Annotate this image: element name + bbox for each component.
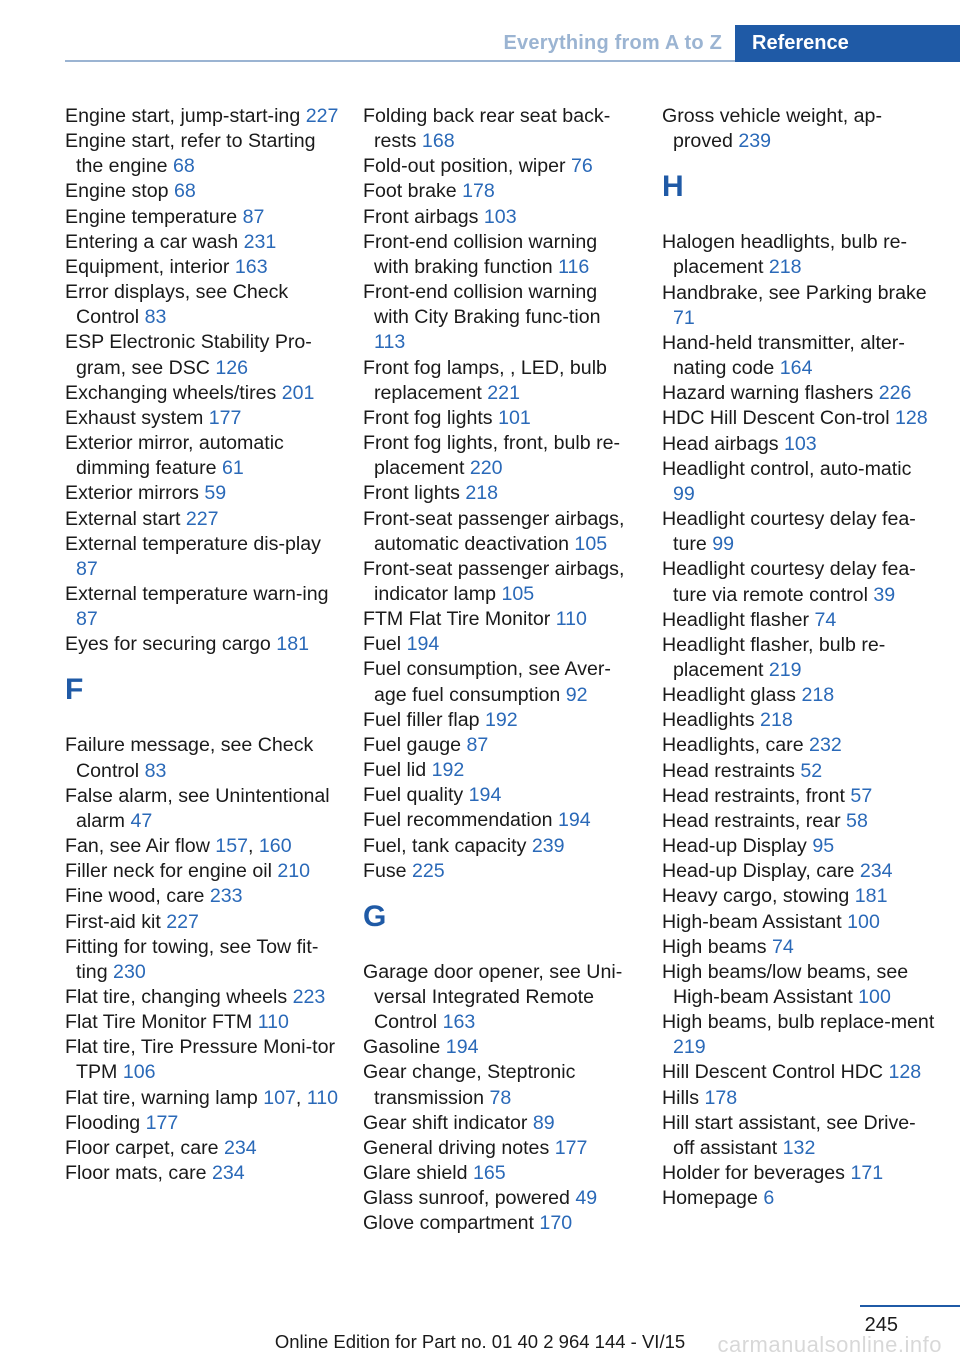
index-entry-term: Fuel lid xyxy=(363,759,427,782)
index-entry xyxy=(65,230,339,255)
page-link[interactable]: 225 xyxy=(412,859,445,882)
index-column-3 xyxy=(662,104,936,1211)
page-link[interactable]: 100 xyxy=(858,986,891,1008)
index-column-1 xyxy=(65,104,339,1186)
index-entry xyxy=(662,557,936,607)
index-entry xyxy=(662,759,936,784)
index-entry xyxy=(363,607,637,632)
index-entry-term: Headlight glass xyxy=(662,684,796,707)
page-link[interactable]: 110 xyxy=(257,1011,289,1034)
page-link[interactable]: 177 xyxy=(145,1111,179,1134)
index-entry xyxy=(662,104,936,154)
index-entry xyxy=(65,205,339,230)
index-entry xyxy=(363,708,637,733)
index-entry-term: Engine start, jump-start-ing xyxy=(65,105,301,127)
index-entry-term: Front-seat passenger airbags, automatic deactivation xyxy=(363,507,625,555)
index-letter-heading: H xyxy=(662,170,684,204)
index-column-2 xyxy=(363,104,637,1237)
index-entry xyxy=(662,381,936,406)
page-link[interactable]: 71 xyxy=(673,306,695,329)
index-entry xyxy=(363,1111,637,1136)
index-entry-term: External temperature dis-play xyxy=(65,532,321,555)
page-link[interactable]: 128 xyxy=(888,1061,922,1084)
index-entry-term: Gear change, Steptronic transmission xyxy=(363,1061,576,1109)
index-entry xyxy=(65,381,339,406)
index-entry-term: First-aid kit xyxy=(65,910,161,933)
index-entry-term: Glare shield xyxy=(363,1162,468,1185)
index-entry xyxy=(363,834,637,859)
page-link[interactable]: 83 xyxy=(144,306,167,329)
index-entry-term: Error displays, see Check Control xyxy=(65,281,289,329)
page-link[interactable]: 233 xyxy=(209,885,243,908)
index-entry xyxy=(65,935,339,985)
page-link[interactable]: 105 xyxy=(501,582,535,605)
page-link[interactable]: 68 xyxy=(172,155,195,178)
index-entry xyxy=(662,960,936,1010)
index-entry xyxy=(65,733,339,783)
index-entry-term: Head airbags xyxy=(662,432,779,455)
index-entry xyxy=(662,809,936,834)
index-entry-term: Heavy cargo, stowing xyxy=(662,885,850,908)
page-link[interactable]: 83 xyxy=(144,759,167,782)
index-entry-term: Head restraints, rear xyxy=(662,809,841,832)
index-entry xyxy=(662,683,936,708)
index-entry-term: Gasoline xyxy=(363,1036,441,1059)
page-link[interactable]: 165 xyxy=(473,1162,506,1185)
index-entry-term: FTM Flat Tire Monitor xyxy=(363,608,551,631)
index-entry-term: Exhaust system xyxy=(65,406,204,429)
page-link[interactable]: 99 xyxy=(712,533,735,556)
page-link[interactable]: 58 xyxy=(846,809,868,832)
index-entry xyxy=(363,1136,637,1161)
index-entry-term: Headlight control, auto-matic xyxy=(662,457,912,480)
index-entry-term: Hills xyxy=(662,1086,700,1109)
edition-note: Online Edition for Part no. 01 40 2 964 144 - VI/15 xyxy=(274,1331,686,1352)
page-link[interactable]: 218 xyxy=(465,482,499,505)
page-link[interactable]: 87 xyxy=(242,205,265,228)
index-entry-term: Front-end collision warning with City Braking func-tion xyxy=(363,281,601,329)
index-entry xyxy=(662,507,936,557)
index-entry-term: Hand-held transmitter, alter-nating code xyxy=(662,331,905,380)
page-link[interactable]: 163 xyxy=(442,1011,476,1034)
index-entry xyxy=(363,758,637,783)
index-entry-term: External start xyxy=(65,507,181,530)
page-link[interactable]: 177 xyxy=(554,1136,588,1159)
page-link[interactable]: 181 xyxy=(854,885,888,908)
page-link[interactable]: 164 xyxy=(779,357,813,380)
page-link[interactable]: 87 xyxy=(76,608,98,631)
page-link[interactable]: 218 xyxy=(760,709,793,732)
index-entry-term: Front fog lights xyxy=(363,406,493,429)
page-link[interactable]: 59 xyxy=(204,482,227,505)
page-link[interactable]: 87 xyxy=(76,557,98,580)
index-entry xyxy=(662,884,936,909)
page-link[interactable]: 218 xyxy=(801,684,835,707)
index-entry-term: Flooding xyxy=(65,1111,141,1134)
index-entry-term: Fuse xyxy=(363,859,407,882)
index-entry xyxy=(65,280,339,330)
index-entry-term: Homepage xyxy=(662,1187,758,1210)
index-entry xyxy=(363,154,637,179)
index-entry xyxy=(662,935,936,960)
page-link[interactable]: 234 xyxy=(859,860,893,883)
index-entry-term: Floor carpet, care xyxy=(65,1136,219,1159)
index-entry-term: Filler neck for engine oil xyxy=(65,860,272,883)
index-entry xyxy=(65,481,339,506)
index-entry-term: Fold-out position, wiper xyxy=(363,155,566,178)
index-entry xyxy=(662,432,936,457)
index-entry-term: External temperature warn-ing xyxy=(65,582,329,605)
page-link[interactable]: 116 xyxy=(558,255,590,278)
page-link[interactable]: 219 xyxy=(768,658,802,681)
index-entry xyxy=(662,633,936,683)
index-entry xyxy=(363,104,637,154)
page-link[interactable]: 61 xyxy=(221,457,244,480)
page-link[interactable]: 170 xyxy=(539,1212,573,1235)
index-entry-term: Folding back rear seat back-rests xyxy=(363,105,611,153)
index-entry xyxy=(65,255,339,280)
page-link[interactable]: 219 xyxy=(673,1036,706,1059)
index-entry xyxy=(65,985,339,1010)
index-entry-term: Fuel recommendation xyxy=(363,809,553,832)
index-entry-term: Hill Descent Control HDC xyxy=(662,1061,884,1084)
index-entry xyxy=(662,406,936,431)
page-link[interactable]: 106 xyxy=(122,1061,156,1084)
index-entry xyxy=(363,657,637,707)
index-entry xyxy=(662,1111,936,1161)
index-entry-term: Fuel xyxy=(363,633,402,656)
index-entry-term: Hazard warning flashers xyxy=(662,382,874,405)
section-title: Everything from A to Z xyxy=(503,32,722,54)
index-entry-term: Headlight flasher, bulb re-placement xyxy=(662,633,886,681)
page-link[interactable]: 194 xyxy=(445,1036,479,1059)
index-entry xyxy=(65,104,339,129)
index-entry xyxy=(363,179,637,204)
index-entry xyxy=(363,1211,637,1236)
index-entry-term: Fine wood, care xyxy=(65,885,205,908)
index-entry-term: Flat Tire Monitor FTM xyxy=(65,1011,253,1034)
index-entry xyxy=(65,910,339,935)
page-link[interactable]: 178 xyxy=(704,1086,738,1109)
index-entry-term: Fitting for towing, see Tow fit-ting xyxy=(65,935,319,983)
index-entry-term: Front-end collision warning with braking function xyxy=(363,230,598,278)
index-entry-term: Engine temperature xyxy=(65,205,238,228)
index-entry-term: Fuel, tank capacity xyxy=(363,834,527,857)
index-entry-term: Front fog lights, front, bulb re-placement xyxy=(363,432,621,480)
page-link[interactable]: 239 xyxy=(738,130,772,153)
page-link[interactable]: 110 xyxy=(555,608,587,631)
index-entry xyxy=(65,330,339,380)
index-entry xyxy=(65,129,339,179)
watermark: carmanualsonline.info xyxy=(717,1332,942,1357)
index-entry-term: Handbrake, see Parking brake xyxy=(662,281,927,304)
page-link[interactable]: 105 xyxy=(574,532,608,555)
page-link[interactable]: 194 xyxy=(406,633,440,656)
index-entry-term: Failure message, see Check Control xyxy=(65,734,314,782)
page-link[interactable]: 231 xyxy=(243,230,277,253)
page-link[interactable]: 220 xyxy=(469,457,503,480)
index-entry-term: Hill start assistant, see Drive-off assistant xyxy=(662,1111,916,1159)
index-entry xyxy=(363,1060,637,1110)
index-entry xyxy=(363,1035,637,1060)
page-link[interactable]: 201 xyxy=(281,381,315,404)
index-entry-term: Head-up Display, care xyxy=(662,860,855,883)
page-link[interactable]: 101 xyxy=(498,406,531,429)
page-link[interactable]: 95 xyxy=(812,835,835,858)
index-entry-term: Fuel consumption, see Aver-age fuel consumption xyxy=(363,658,611,706)
page-link[interactable]: 103 xyxy=(784,432,817,455)
index-entry xyxy=(662,608,936,633)
page-link[interactable]: 110 xyxy=(306,1086,339,1109)
index-entry xyxy=(363,632,637,657)
index-entry xyxy=(65,532,339,582)
index-entry xyxy=(363,783,637,808)
index-entry xyxy=(65,1035,339,1085)
index-entry-term: Fuel gauge xyxy=(363,733,462,756)
index-entry xyxy=(65,507,339,532)
index-entry-term: Exchanging wheels/tires xyxy=(65,381,277,404)
index-entry xyxy=(662,708,936,733)
index-entry-term: Halogen headlights, bulb re-placement xyxy=(662,231,908,279)
index-entry-term: Headlight courtesy delay fea-ture xyxy=(662,508,916,556)
page-link[interactable]: 178 xyxy=(462,180,495,203)
index-entry xyxy=(662,733,936,758)
page-link[interactable]: 89 xyxy=(532,1111,555,1134)
page-link[interactable]: 107 xyxy=(263,1086,296,1109)
index-entry-term: High beams/low beams, see High-beam Assistant xyxy=(662,960,909,1008)
index-entry xyxy=(65,884,339,909)
index-entry-term: General driving notes xyxy=(363,1136,550,1159)
index-entry xyxy=(65,406,339,431)
page-link[interactable]: 163 xyxy=(234,255,268,278)
index-entry-term: Glove compartment xyxy=(363,1212,534,1235)
index-entry xyxy=(65,834,339,859)
index-entry-term: Exterior mirror, automatic dimming feature xyxy=(65,432,284,480)
page-link[interactable]: 92 xyxy=(565,683,588,706)
index-entry xyxy=(65,859,339,884)
index-entry-term: Garage door opener, see Uni-versal Integrated Remote Control xyxy=(363,960,623,1034)
page-link[interactable]: 177 xyxy=(208,406,242,429)
index-entry-term: Fuel quality xyxy=(363,784,464,807)
index-entry-term: HDC Hill Descent Con-trol xyxy=(662,407,890,430)
index-entry xyxy=(363,733,637,758)
index-entry xyxy=(363,557,637,607)
page-link[interactable]: 227 xyxy=(185,507,219,530)
page-link[interactable]: 74 xyxy=(814,608,837,631)
index-entry xyxy=(662,457,936,507)
page-link[interactable]: 99 xyxy=(673,482,695,505)
index-entry-term: Holder for beverages xyxy=(662,1162,845,1185)
page-link[interactable]: 68 xyxy=(173,180,196,203)
page-separator: , xyxy=(248,835,254,858)
page-link[interactable]: 113 xyxy=(374,331,406,354)
page-link[interactable]: 234 xyxy=(224,1136,257,1159)
index-entry xyxy=(662,1010,936,1060)
index-entry xyxy=(363,507,637,557)
index-entry xyxy=(363,1186,637,1211)
page-link[interactable]: 192 xyxy=(431,759,465,782)
index-entry-term: Gear shift indicator xyxy=(363,1111,528,1134)
index-entry-term: Headlight courtesy delay fea-ture via remote control xyxy=(662,558,916,606)
index-entry xyxy=(65,1136,339,1161)
index-entry xyxy=(363,230,637,280)
index-entry xyxy=(662,1086,936,1111)
index-entry xyxy=(662,834,936,859)
index-entry xyxy=(65,784,339,834)
page-link[interactable]: 87 xyxy=(466,733,489,756)
index-entry-term: Front airbags xyxy=(363,205,479,228)
index-entry xyxy=(662,859,936,884)
page-link[interactable]: 234 xyxy=(212,1162,245,1185)
index-entry xyxy=(363,1161,637,1186)
index-entry-term: False alarm, see Unintentional alarm xyxy=(65,784,330,832)
index-entry-term: Glass sunroof, powered xyxy=(363,1187,570,1210)
index-entry-term: Head restraints xyxy=(662,759,795,782)
page-separator: , xyxy=(295,1086,302,1109)
page-link[interactable]: 132 xyxy=(782,1136,816,1159)
index-letter-heading: F xyxy=(65,673,84,707)
index-entry-term: Gross vehicle weight, ap-proved xyxy=(662,105,882,153)
index-entry-term: Front fog lamps, , LED, bulb replacement xyxy=(363,356,607,404)
page-link[interactable]: 52 xyxy=(800,759,823,782)
index-entry-term: Foot brake xyxy=(363,180,457,203)
index-entry xyxy=(65,1161,339,1186)
index-entry xyxy=(363,481,637,506)
index-entry-term: Headlight flasher xyxy=(662,608,810,631)
index-entry xyxy=(662,230,936,280)
index-entry xyxy=(662,281,936,331)
page-link[interactable]: 126 xyxy=(215,356,249,379)
page-link[interactable]: 103 xyxy=(483,205,517,228)
index-entry-term: Fan, see Air flow xyxy=(65,835,210,858)
index-entry xyxy=(65,179,339,204)
index-entry-term: Flat tire, Tire Pressure Moni-tor TPM xyxy=(65,1036,336,1084)
index-entry xyxy=(363,406,637,431)
page-link[interactable]: 49 xyxy=(575,1187,598,1210)
page-link[interactable]: 227 xyxy=(305,105,339,127)
page-link[interactable]: 160 xyxy=(258,835,292,858)
index-entry xyxy=(65,582,339,632)
index-entry-term: Head-up Display xyxy=(662,835,807,858)
index-entry-term: Headlights xyxy=(662,709,755,732)
page-link[interactable]: 223 xyxy=(292,986,326,1008)
index-entry xyxy=(662,331,936,381)
index-entry xyxy=(65,431,339,481)
index-entry xyxy=(662,1186,936,1211)
index-entry-term: High beams xyxy=(662,935,767,958)
index-entry xyxy=(363,960,637,1035)
index-entry xyxy=(662,1060,936,1085)
page-link[interactable]: 218 xyxy=(768,256,802,279)
index-letter-heading: G xyxy=(363,899,387,933)
page-link[interactable]: 194 xyxy=(468,784,502,807)
page-link[interactable]: 128 xyxy=(895,407,928,430)
index-entry-term: Engine stop xyxy=(65,180,169,203)
page-link[interactable]: 168 xyxy=(421,130,455,153)
index-entry xyxy=(363,859,637,884)
index-entry-term: Front lights xyxy=(363,482,460,505)
page-link[interactable]: 210 xyxy=(277,860,311,883)
footer-rule xyxy=(860,1305,960,1307)
index-entry-term: Equipment, interior xyxy=(65,255,230,278)
index-entry xyxy=(363,356,637,406)
index-entry xyxy=(65,1086,339,1111)
index-entry-term: Flat tire, warning lamp xyxy=(65,1086,258,1109)
index-entry-term: Floor mats, care xyxy=(65,1162,207,1185)
index-entry-term: Headlights, care xyxy=(662,734,804,757)
page-link[interactable]: 181 xyxy=(276,633,309,656)
page-link[interactable]: 232 xyxy=(809,734,842,757)
page-link[interactable]: 57 xyxy=(850,784,873,807)
index-entry-term: ESP Electronic Stability Pro-gram, see DSC xyxy=(65,331,312,379)
page-link[interactable]: 171 xyxy=(850,1162,884,1185)
page-link[interactable]: 239 xyxy=(531,834,565,857)
page-link[interactable]: 227 xyxy=(166,910,199,933)
index-entry-term: Eyes for securing cargo xyxy=(65,633,271,656)
page-link[interactable]: 74 xyxy=(772,935,794,958)
index-entry xyxy=(662,1161,936,1186)
index-entry xyxy=(65,632,339,657)
page-link[interactable]: 192 xyxy=(484,708,518,731)
index-entry xyxy=(662,784,936,809)
page-link[interactable]: 76 xyxy=(571,155,593,178)
index-entry-term: Exterior mirrors xyxy=(65,482,199,505)
index-entry-term: Fuel filler flap xyxy=(363,708,480,731)
page-link[interactable]: 230 xyxy=(113,960,146,983)
page-link[interactable]: 221 xyxy=(487,381,520,404)
index-entry-term: Flat tire, changing wheels xyxy=(65,986,288,1008)
index-entry-term: Front-seat passenger airbags, indicator lamp xyxy=(363,557,625,605)
page-link[interactable]: 226 xyxy=(878,382,912,405)
index-entry xyxy=(363,280,637,355)
page-link[interactable]: 78 xyxy=(489,1086,512,1109)
index-entry xyxy=(65,1111,339,1136)
page-link[interactable]: 100 xyxy=(847,910,880,933)
page-link[interactable]: 39 xyxy=(873,583,896,606)
index-entry xyxy=(363,808,637,833)
page-link[interactable]: 194 xyxy=(557,809,591,832)
index-entry xyxy=(363,431,637,481)
index-entry-term: High beams, bulb replace-ment xyxy=(662,1011,935,1034)
index-entry-term: High-beam Assistant xyxy=(662,910,842,933)
page-link[interactable]: 6 xyxy=(763,1187,775,1210)
index-entry-term: Head restraints, front xyxy=(662,784,845,807)
page-number: 245 xyxy=(864,1314,898,1336)
index-entry xyxy=(65,1010,339,1035)
index-entry-term: Engine start, refer to Starting the engine xyxy=(65,130,316,178)
page-link[interactable]: 157 xyxy=(215,835,248,858)
index-entry xyxy=(363,205,637,230)
chapter-tab[interactable]: Reference xyxy=(735,25,960,62)
index-entry xyxy=(662,910,936,935)
page-link[interactable]: 47 xyxy=(130,809,153,832)
index-entry-term: Entering a car wash xyxy=(65,230,239,253)
